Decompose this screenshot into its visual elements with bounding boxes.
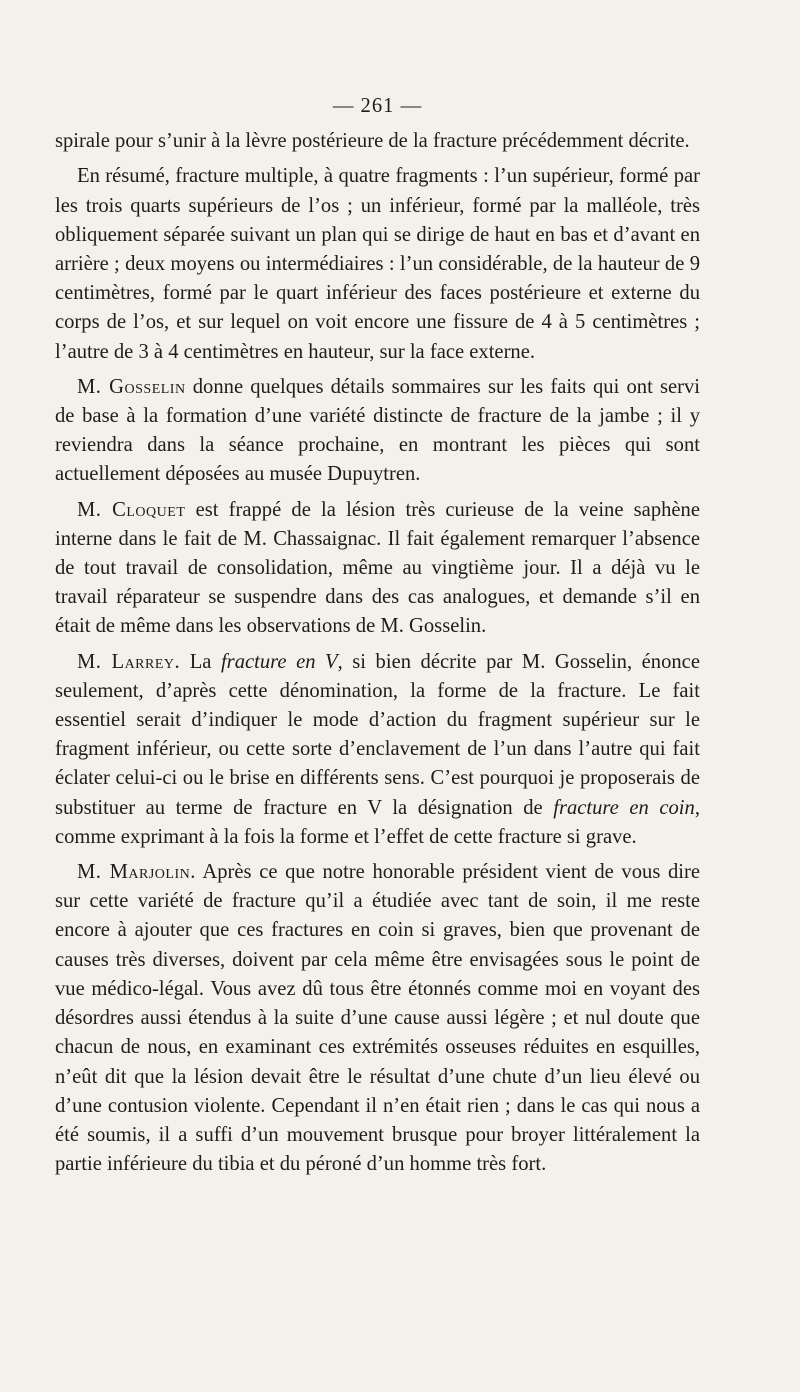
speaker-name: M. Cloquet — [77, 498, 186, 521]
italic-term: fracture en coin — [553, 796, 695, 819]
italic-term: fracture en V — [220, 650, 338, 673]
paragraph-continuation: spirale pour s’unir à la lèvre postérieure de la fracture précédemment décrite. — [55, 130, 690, 153]
document-page — [55, 92, 700, 1185]
paragraph-gosselin — [55, 373, 700, 490]
paragraph-text: , si bien décrite par M. Gosselin, énonce seulement, d’après cette dénomination, la forme de la fracture. Le fait essentiel serait d’indiquer le mode d’action du fragment supérieur sur le fragment inférieur, ou cette sorte d’enclavement de l’un dans l’autre qui fait éclater celui-ci ou le brise en différents sens. C’est pourquoi je proposerais de substituer au terme de fracture en V la désignation de — [55, 650, 700, 819]
paragraph-text: , comme exprimant à la fois la forme et l’effet de cette fracture si grave. — [55, 796, 700, 848]
paragraph-text: La — [180, 650, 221, 673]
paragraph-text: donne quelques détails sommaires sur les faits qui ont servi de base à la formation d’une variété distincte de fracture de la jambe ; il y reviendra dans la séance prochaine, en montrant les pièces qui sont actuellement déposées au musée Dupuytren. — [55, 375, 700, 486]
speaker-name: M. Gosselin — [77, 375, 186, 398]
paragraph-text: est frappé de la lésion très curieuse de la veine saphène interne dans le fait de M. Chassaignac. Il fait également remarquer l’absence de tout travail de consolidation, même au vingtième jour. Il a déjà vu le travail réparateur se suspendre dans des cas analogues, et demande s’il en était de même dans les observations de M. Gosselin. — [55, 498, 700, 638]
paragraph-summary: En résumé, fracture multiple, à quatre fragments : l’un supérieur, formé par les trois quarts supérieurs de l’os ; un inférieur, formé par la malléole, très obliquement séparée suivant un plan qui se dirige de haut en bas et d’avant en arrière ; deux moyens ou intermédiaires : l’un considérable, de la hauteur de 9 centimètres, formé par le quart inférieur des faces postérieure et externe du corps de l’os, et sur lequel on voit encore une fissure de 4 à 5 centimètres ; l’autre de 3 à 4 centimètres en hauteur, sur la face externe. — [55, 165, 700, 363]
paragraph-marjolin — [55, 858, 700, 1179]
paragraph-larrey — [55, 648, 700, 852]
paragraph-text: Après ce que notre honorable président vient de vous dire sur cette variété de fracture qu’il a étudiée avec tant de soin, il me reste encore à ajouter que ces fractures en coin si graves, bien que provenant de causes très diverses, doivent par cela même être envisagées sous le point de vue médico-légal. Vous avez dû tous être étonnés comme moi en voyant des désordres aussi étendus à la suite d’une cause aussi légère ; et nul doute que chacun de nous, en examinant ces extrémités osseuses réduites en esquilles, n’eût dit que la lésion devait être le résultat d’une chute d’un lieu élevé ou d’une contusion violente. Cependant il n’en était rien ; dans le cas qui nous a été soumis, il a suffi d’un mouvement brusque pour broyer littéralement la partie inférieure du tibia et du péroné d’un homme très fort. — [55, 861, 700, 1176]
speaker-name: M. Marjolin. — [77, 861, 196, 884]
speaker-name: M. Larrey. — [77, 650, 181, 673]
page-number: — 261 — — [332, 95, 423, 117]
paragraph-cloquet — [55, 496, 700, 642]
